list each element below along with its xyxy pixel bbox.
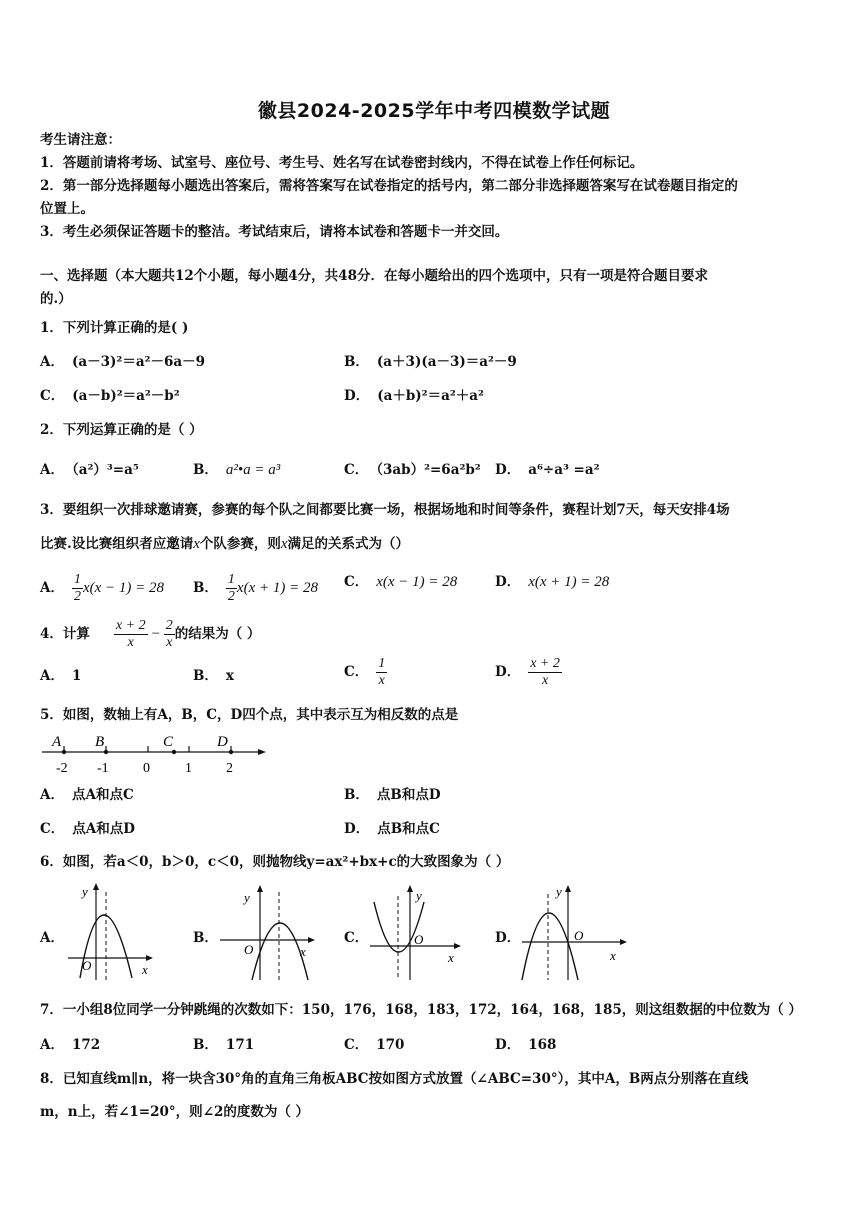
origin-label: O [574, 928, 584, 943]
question-4-stem: 4．计算 $\frac{x + 2}{x}$ − $\frac{2}{x}$ 的结果为（ ） [40, 618, 261, 650]
question-7-stem: 7．一小组8位同学一分钟跳绳的次数如下：150，176，168，183，172，164，168，185，则这组数据的中位数为（ ） [40, 1002, 802, 1018]
q1-option-b: B． (a＋3)(a－3)＝a²－9 [344, 354, 517, 370]
notice-item: 位置上。 [40, 201, 94, 217]
q1-option-c: C． (a－b)²＝a²－b² [40, 388, 180, 404]
q6-option-c-label: C． [344, 930, 369, 946]
notice-item: 2．第一部分选择题每小题选出答案后，需将答案写在试卷指定的括号内，第二部分非选择题答案写在试卷题目指定的 [40, 178, 738, 194]
question-8-line2: m，n上，若∠1=20°，则∠2的度数为（ ） [40, 1104, 310, 1120]
tick-label: -1 [97, 761, 109, 776]
q6-graph-a [62, 882, 154, 982]
question-2-stem: 2．下列运算正确的是（ ） [40, 422, 203, 438]
tick-label: 1 [185, 761, 192, 776]
q6-graph-b [216, 882, 316, 982]
origin-label: O [414, 932, 424, 947]
q6-graph-c [366, 882, 466, 982]
q3-option-d: D． x(x + 1) = 28 [495, 574, 610, 590]
point-a-label: A [52, 734, 62, 750]
tick-label: 0 [143, 761, 150, 776]
q2-option-d: D． a⁶÷a³ =a² [495, 462, 600, 478]
point-b-label: B [95, 734, 105, 750]
axis-x-label: x [300, 944, 306, 959]
q3-option-a: A． $\frac{1}{2}$ x(x − 1) = 28 [40, 572, 165, 604]
question-3-line2: 比赛.设比赛组织者应邀请x个队参赛，则x满足的关系式为（） [40, 536, 410, 552]
q5-option-b: B． 点B和点D [344, 787, 441, 803]
notice-heading: 考生请注意： [40, 132, 121, 148]
q7-option-a: A． 172 [40, 1037, 101, 1053]
q1-option-d: D． (a＋b)²＝a²＋a² [344, 388, 484, 404]
axis-y-label: y [82, 884, 88, 899]
q4-option-b: B． x [193, 668, 234, 684]
q7-option-b: B． 171 [193, 1037, 255, 1053]
q2-option-a: A． （a²）³=a⁵ [40, 462, 139, 478]
origin-label: O [244, 942, 254, 957]
q6-option-b-label: B． [193, 930, 218, 946]
question-1-stem: 1．下列计算正确的是( ) [40, 320, 189, 336]
question-8-line1: 8．已知直线m∥n，将一块含30°角的直角三角板ABC按如图方式放置（∠ABC=30°），其中A，B两点分别落在直线 [40, 1071, 749, 1087]
origin-label: O [82, 958, 92, 973]
axis-x-label: x [610, 948, 616, 963]
question-3-line1: 3．要组织一次排球邀请赛，参赛的每个队之间都要比赛一场，根据场地和时间等条件，赛程计划7天，每天安排4场 [40, 502, 730, 518]
axis-y-label: y [556, 884, 562, 899]
section-heading: 一、选择题（本大题共12个小题，每小题4分，共48分．在每小题给出的四个选项中，只有一项是符合题目要求 [40, 268, 708, 284]
q6-option-d-label: D． [495, 930, 521, 946]
q3-option-c: C． x(x − 1) = 28 [344, 574, 458, 590]
q5-option-d: D． 点B和点C [344, 821, 440, 837]
axis-x-label: x [142, 962, 148, 977]
page-title: 徽县2024-2025学年中考四模数学试题 [257, 100, 611, 122]
axis-y-label: y [416, 888, 422, 903]
q2-option-c: C． （3ab）²=6a²b² [344, 462, 481, 478]
q4-option-c: C． $\frac{1}{x}$ [344, 656, 386, 688]
q4-option-a: A． 1 [40, 668, 82, 684]
axis-y-label: y [244, 890, 250, 905]
q2-option-b: B． a²•a = a³ [193, 462, 281, 478]
q4-option-d: D． $\frac{x + 2}{x}$ [495, 656, 560, 688]
q7-option-d: D． 168 [495, 1037, 557, 1053]
q1-option-a: A． (a－3)²＝a²－6a－9 [40, 354, 206, 370]
q5-option-a: A． 点A和点C [40, 787, 134, 803]
number-line-figure [36, 730, 266, 780]
q6-option-a-label: A． [40, 930, 64, 946]
section-heading-cont: 的.） [40, 291, 72, 307]
q6-graph-d [518, 882, 630, 982]
question-5-stem: 5．如图，数轴上有A，B，C，D四个点，其中表示互为相反数的点是 [40, 707, 459, 723]
axis-x-label: x [448, 950, 454, 965]
notice-item: 1．答题前请将考场、试室号、座位号、考生号、姓名写在试卷密封线内，不得在试卷上作任何标记。 [40, 155, 644, 171]
q7-option-c: C． 170 [344, 1037, 405, 1053]
question-6-stem: 6．如图，若a＜0，b＞0，c＜0，则抛物线y=ax²+bx+c的大致图象为（ ） [40, 854, 510, 870]
q5-option-c: C． 点A和点D [40, 821, 135, 837]
tick-label: -2 [56, 761, 68, 776]
tick-label: 2 [226, 761, 233, 776]
q3-option-b: B． $\frac{1}{2}$ x(x + 1) = 28 [193, 572, 318, 604]
point-d-label: D [217, 734, 228, 750]
point-c-label: C [163, 734, 174, 750]
notice-item: 3．考生必须保证答题卡的整洁。考试结束后，请将本试卷和答题卡一并交回。 [40, 224, 509, 240]
